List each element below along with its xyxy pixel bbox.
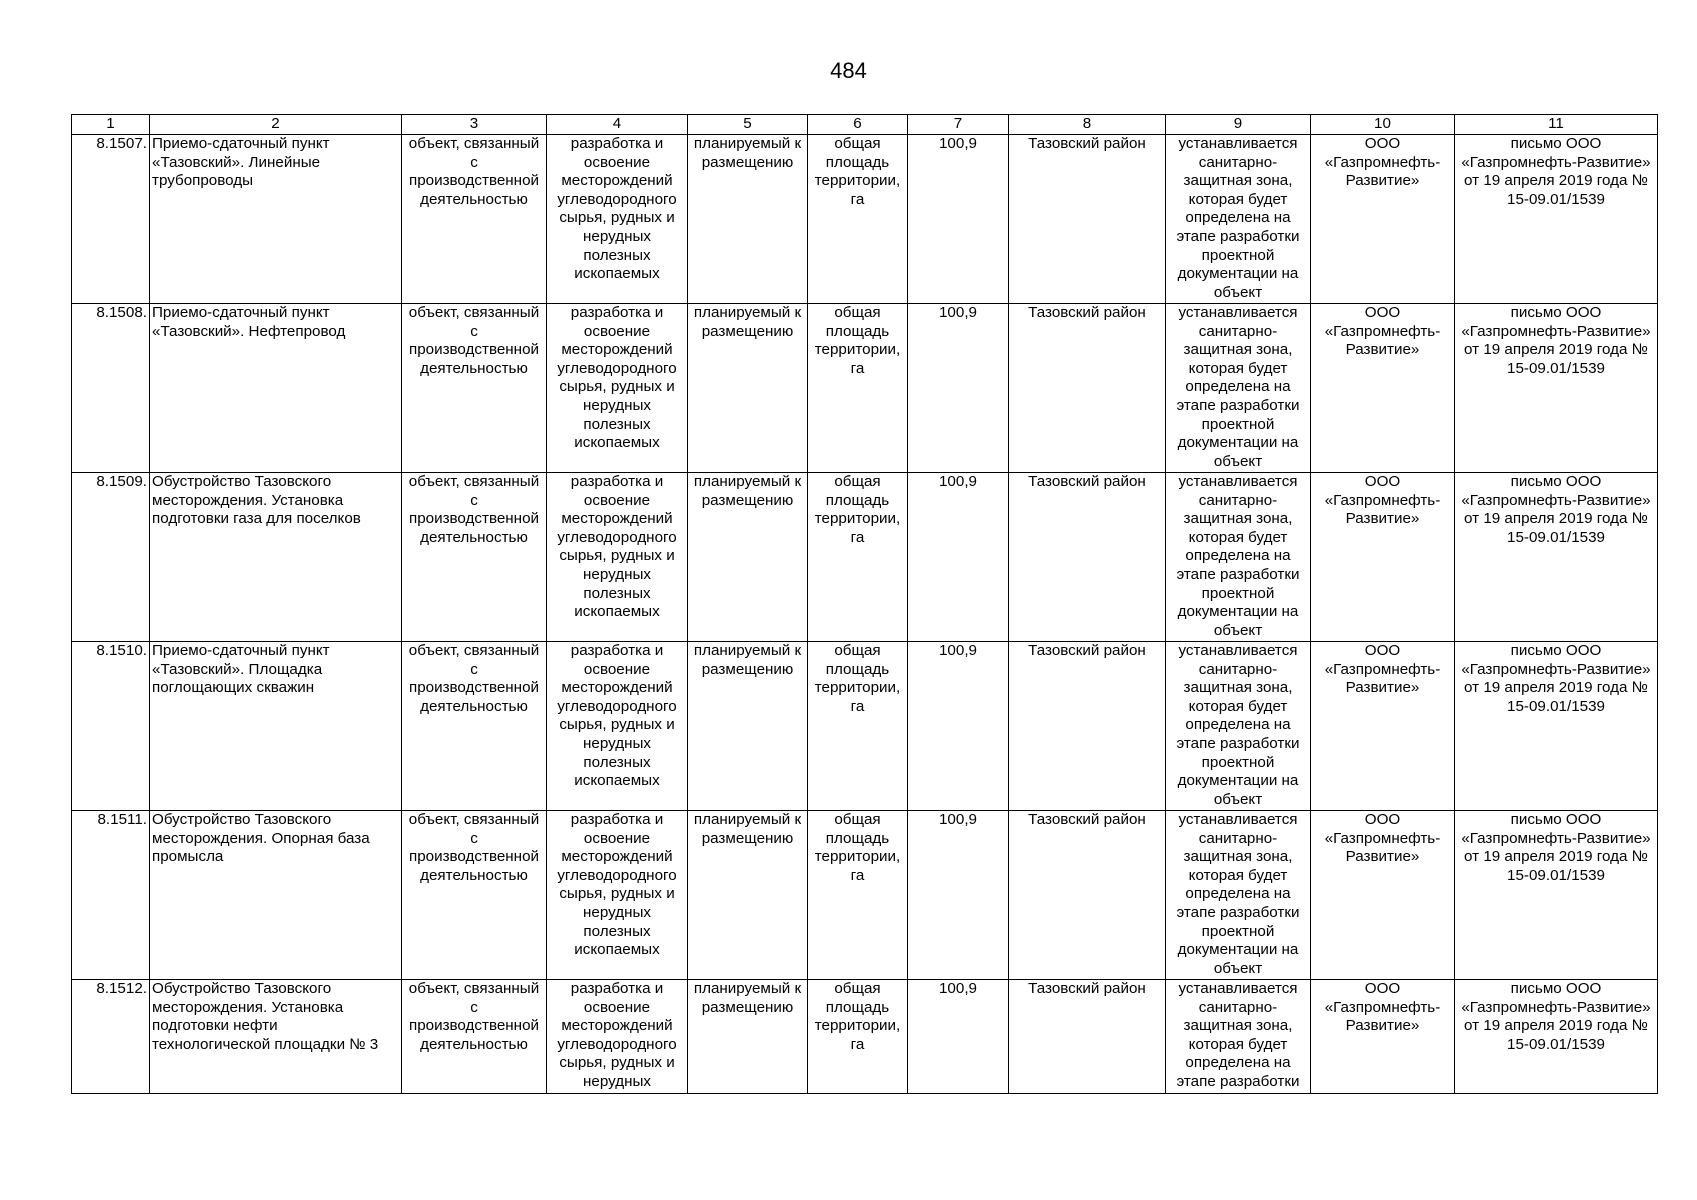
object-name-cell-text: Обустройство Тазовского месторождения. Установка подготовки газа для поселков — [152, 473, 361, 528]
header-cell: 9 — [1166, 115, 1311, 135]
purpose-cell — [547, 304, 688, 473]
zone-cell-text: устанавливается санитарно-защитная зона, которая будет определена на этапе разработки проектной документации на объект — [1176, 135, 1300, 301]
status-cell-text: планируемый к размещению — [693, 642, 802, 678]
table-row — [72, 135, 1658, 304]
organization-cell-text: ООО «Газпромнефть-Развитие» — [1324, 135, 1441, 190]
purpose-cell-text: разработка и освоение месторождений углеводородного сырья, рудных и нерудных полезных ископаемых — [557, 642, 677, 790]
page-number: 484 — [830, 58, 867, 83]
location-cell — [1009, 135, 1166, 304]
location-cell — [1009, 304, 1166, 473]
row-number-cell-text: 8.1507. — [96, 135, 147, 152]
object-name-cell-text: Приемо-сдаточный пункт «Тазовский». Площадка поглощающих скважин — [152, 642, 330, 697]
characteristic-cell-text: общая площадь территории, га — [814, 473, 901, 546]
basis-cell — [1455, 304, 1658, 473]
organization-cell — [1311, 811, 1455, 980]
status-cell — [688, 980, 808, 1094]
location-cell-text: Тазовский район — [1028, 473, 1146, 490]
organization-cell — [1311, 135, 1455, 304]
purpose-cell — [547, 473, 688, 642]
location-cell — [1009, 473, 1166, 642]
purpose-cell-text: разработка и освоение месторождений углеводородного сырья, рудных и нерудных полезных ископаемых — [557, 135, 677, 283]
object-name-cell-text: Приемо-сдаточный пункт «Тазовский». Линейные трубопроводы — [152, 135, 330, 190]
header-cell: 5 — [688, 115, 808, 135]
status-cell — [688, 135, 808, 304]
row-number-cell — [72, 304, 150, 473]
basis-cell-text: письмо ООО «Газпромнефть-Развитие» от 19 апреля 2019 года № 15-09.01/1539 — [1461, 135, 1651, 208]
organization-cell — [1311, 473, 1455, 642]
organization-cell-text: ООО «Газпромнефть-Развитие» — [1324, 304, 1441, 359]
status-cell-text: планируемый к размещению — [693, 980, 802, 1016]
characteristic-cell-text: общая площадь территории, га — [814, 304, 901, 377]
object-type-cell — [402, 811, 547, 980]
organization-cell — [1311, 642, 1455, 811]
header-cell: 8 — [1009, 115, 1166, 135]
purpose-cell — [547, 980, 688, 1094]
location-cell — [1009, 811, 1166, 980]
table-row — [72, 811, 1658, 980]
location-cell — [1009, 980, 1166, 1094]
location-cell-text: Тазовский район — [1028, 642, 1146, 659]
purpose-cell-text: разработка и освоение месторождений углеводородного сырья, рудных и нерудных — [557, 980, 677, 1090]
status-cell-text: планируемый к размещению — [693, 135, 802, 171]
characteristic-cell-text: общая площадь территории, га — [814, 811, 901, 884]
characteristic-cell-text: общая площадь территории, га — [814, 642, 901, 715]
zone-cell — [1166, 304, 1311, 473]
header-cell: 7 — [908, 115, 1009, 135]
object-type-cell-text: объект, связанный с производственной деятельностью — [408, 642, 540, 715]
value-cell — [908, 980, 1009, 1094]
zone-cell — [1166, 642, 1311, 811]
row-number-cell-text: 8.1512. — [96, 980, 147, 997]
basis-cell-text: письмо ООО «Газпромнефть-Развитие» от 19 апреля 2019 года № 15-09.01/1539 — [1461, 811, 1651, 884]
location-cell-text: Тазовский район — [1028, 304, 1146, 321]
object-name-cell — [150, 135, 402, 304]
zone-cell-text: устанавливается санитарно-защитная зона, которая будет определена на этапе разработки проектной документации на объект — [1176, 811, 1300, 977]
status-cell-text: планируемый к размещению — [693, 811, 802, 847]
object-type-cell — [402, 304, 547, 473]
value-cell-text: 100,9 — [938, 304, 977, 321]
characteristic-cell — [808, 135, 908, 304]
zone-cell — [1166, 811, 1311, 980]
location-cell-text: Тазовский район — [1028, 980, 1146, 997]
header-cell: 10 — [1311, 115, 1455, 135]
table-row — [72, 642, 1658, 811]
table-body — [72, 115, 1658, 1094]
header-cell: 11 — [1455, 115, 1658, 135]
table-row — [72, 473, 1658, 642]
table-row — [72, 980, 1658, 1094]
characteristic-cell — [808, 304, 908, 473]
row-number-cell — [72, 135, 150, 304]
organization-cell — [1311, 980, 1455, 1094]
object-type-cell — [402, 473, 547, 642]
organization-cell-text: ООО «Газпромнефть-Развитие» — [1324, 473, 1441, 528]
header-cell: 6 — [808, 115, 908, 135]
object-type-cell — [402, 980, 547, 1094]
purpose-cell — [547, 811, 688, 980]
row-number-cell — [72, 642, 150, 811]
basis-cell — [1455, 135, 1658, 304]
basis-cell — [1455, 980, 1658, 1094]
zone-cell — [1166, 135, 1311, 304]
object-name-cell-text: Приемо-сдаточный пункт «Тазовский». Нефтепровод — [152, 304, 346, 340]
value-cell — [908, 473, 1009, 642]
header-cell: 4 — [547, 115, 688, 135]
object-name-cell — [150, 980, 402, 1094]
value-cell — [908, 642, 1009, 811]
zone-cell — [1166, 473, 1311, 642]
basis-cell-text: письмо ООО «Газпромнефть-Развитие» от 19 апреля 2019 года № 15-09.01/1539 — [1461, 304, 1651, 377]
header-row — [72, 115, 1658, 135]
organization-cell — [1311, 304, 1455, 473]
zone-cell-text: устанавливается санитарно-защитная зона, которая будет определена на этапе разработки — [1176, 980, 1300, 1090]
purpose-cell-text: разработка и освоение месторождений углеводородного сырья, рудных и нерудных полезных ископаемых — [557, 811, 677, 959]
object-name-cell — [150, 473, 402, 642]
basis-cell — [1455, 811, 1658, 980]
object-name-cell — [150, 642, 402, 811]
organization-cell-text: ООО «Газпромнефть-Развитие» — [1324, 642, 1441, 697]
purpose-cell — [547, 642, 688, 811]
object-type-cell — [402, 642, 547, 811]
basis-cell-text: письмо ООО «Газпромнефть-Развитие» от 19 апреля 2019 года № 15-09.01/1539 — [1461, 473, 1651, 546]
objects-table — [71, 114, 1658, 1094]
header-cell: 2 — [150, 115, 402, 135]
status-cell — [688, 642, 808, 811]
organization-cell-text: ООО «Газпромнефть-Развитие» — [1324, 811, 1441, 866]
basis-cell — [1455, 642, 1658, 811]
zone-cell — [1166, 980, 1311, 1094]
status-cell — [688, 811, 808, 980]
location-cell-text: Тазовский район — [1028, 811, 1146, 828]
row-number-cell-text: 8.1509. — [96, 473, 147, 490]
location-cell-text: Тазовский район — [1028, 135, 1146, 152]
basis-cell-text: письмо ООО «Газпромнефть-Развитие» от 19 апреля 2019 года № 15-09.01/1539 — [1461, 980, 1651, 1053]
object-name-cell — [150, 811, 402, 980]
zone-cell-text: устанавливается санитарно-защитная зона, которая будет определена на этапе разработки проектной документации на объект — [1176, 473, 1300, 639]
object-type-cell-text: объект, связанный с производственной деятельностью — [408, 811, 540, 884]
zone-cell-text: устанавливается санитарно-защитная зона, которая будет определена на этапе разработки проектной документации на объект — [1176, 642, 1300, 808]
value-cell — [908, 304, 1009, 473]
object-type-cell-text: объект, связанный с производственной деятельностью — [408, 135, 540, 208]
value-cell — [908, 811, 1009, 980]
zone-cell-text: устанавливается санитарно-защитная зона, которая будет определена на этапе разработки проектной документации на объект — [1176, 304, 1300, 470]
object-name-cell-text: Обустройство Тазовского месторождения. Установка подготовки нефти технологической площадки № 3 — [152, 980, 379, 1053]
row-number-cell-text: 8.1511. — [97, 811, 147, 828]
basis-cell-text: письмо ООО «Газпромнефть-Развитие» от 19 апреля 2019 года № 15-09.01/1539 — [1461, 642, 1651, 715]
value-cell-text: 100,9 — [938, 473, 977, 490]
header-cell: 1 — [72, 115, 150, 135]
row-number-cell — [72, 811, 150, 980]
basis-cell — [1455, 473, 1658, 642]
value-cell-text: 100,9 — [938, 811, 977, 828]
row-number-cell — [72, 980, 150, 1094]
purpose-cell-text: разработка и освоение месторождений углеводородного сырья, рудных и нерудных полезных ископаемых — [557, 304, 677, 452]
value-cell-text: 100,9 — [938, 135, 977, 152]
purpose-cell — [547, 135, 688, 304]
organization-cell-text: ООО «Газпромнефть-Развитие» — [1324, 980, 1441, 1035]
object-type-cell-text: объект, связанный с производственной деятельностью — [408, 304, 540, 377]
characteristic-cell-text: общая площадь территории, га — [814, 135, 901, 208]
status-cell — [688, 473, 808, 642]
characteristic-cell-text: общая площадь территории, га — [814, 980, 901, 1053]
location-cell — [1009, 642, 1166, 811]
characteristic-cell — [808, 980, 908, 1094]
row-number-cell-text: 8.1508. — [96, 304, 147, 321]
status-cell — [688, 304, 808, 473]
object-type-cell-text: объект, связанный с производственной деятельностью — [408, 980, 540, 1053]
status-cell-text: планируемый к размещению — [693, 473, 802, 509]
purpose-cell-text: разработка и освоение месторождений углеводородного сырья, рудных и нерудных полезных ископаемых — [557, 473, 677, 621]
status-cell-text: планируемый к размещению — [693, 304, 802, 340]
characteristic-cell — [808, 811, 908, 980]
table-row — [72, 304, 1658, 473]
header-cell: 3 — [402, 115, 547, 135]
object-type-cell — [402, 135, 547, 304]
object-name-cell — [150, 304, 402, 473]
row-number-cell — [72, 473, 150, 642]
object-name-cell-text: Обустройство Тазовского месторождения. Опорная база промысла — [152, 811, 370, 866]
object-type-cell-text: объект, связанный с производственной деятельностью — [408, 473, 540, 546]
value-cell-text: 100,9 — [938, 980, 977, 997]
row-number-cell-text: 8.1510. — [96, 642, 147, 659]
characteristic-cell — [808, 473, 908, 642]
characteristic-cell — [808, 642, 908, 811]
value-cell-text: 100,9 — [938, 642, 977, 659]
value-cell — [908, 135, 1009, 304]
